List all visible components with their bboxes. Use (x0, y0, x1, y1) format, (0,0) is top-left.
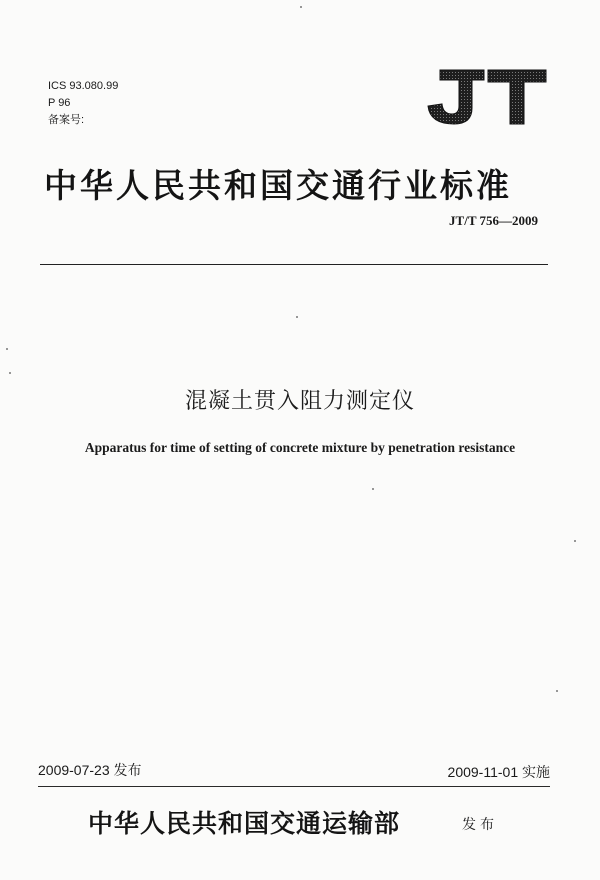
footer-divider (38, 786, 550, 787)
standard-type-heading: 中华人民共和国交通行业标准 (44, 166, 512, 205)
title-chinese: 混凝土贯入阻力测定仪 (184, 389, 415, 414)
publish-label: 发布 (462, 817, 498, 833)
standard-number: JT/T 756—2009 (449, 213, 538, 228)
ics-code: ICS 93.080.99 (48, 80, 119, 92)
record-number-label: 备案号: (48, 114, 85, 126)
header-divider (40, 264, 548, 265)
classification-block (48, 78, 118, 129)
publisher-name: 中华人民共和国交通运输部 (88, 809, 401, 838)
title-english: Apparatus for time of setting of concrete mixture by penetration resistance (84, 440, 516, 455)
category-code: P 96 (48, 97, 71, 109)
jt-logo (424, 68, 548, 126)
issue-date: 2009-07-23 发布 (38, 762, 142, 778)
implementation-date: 2009-11-01 实施 (447, 764, 550, 780)
